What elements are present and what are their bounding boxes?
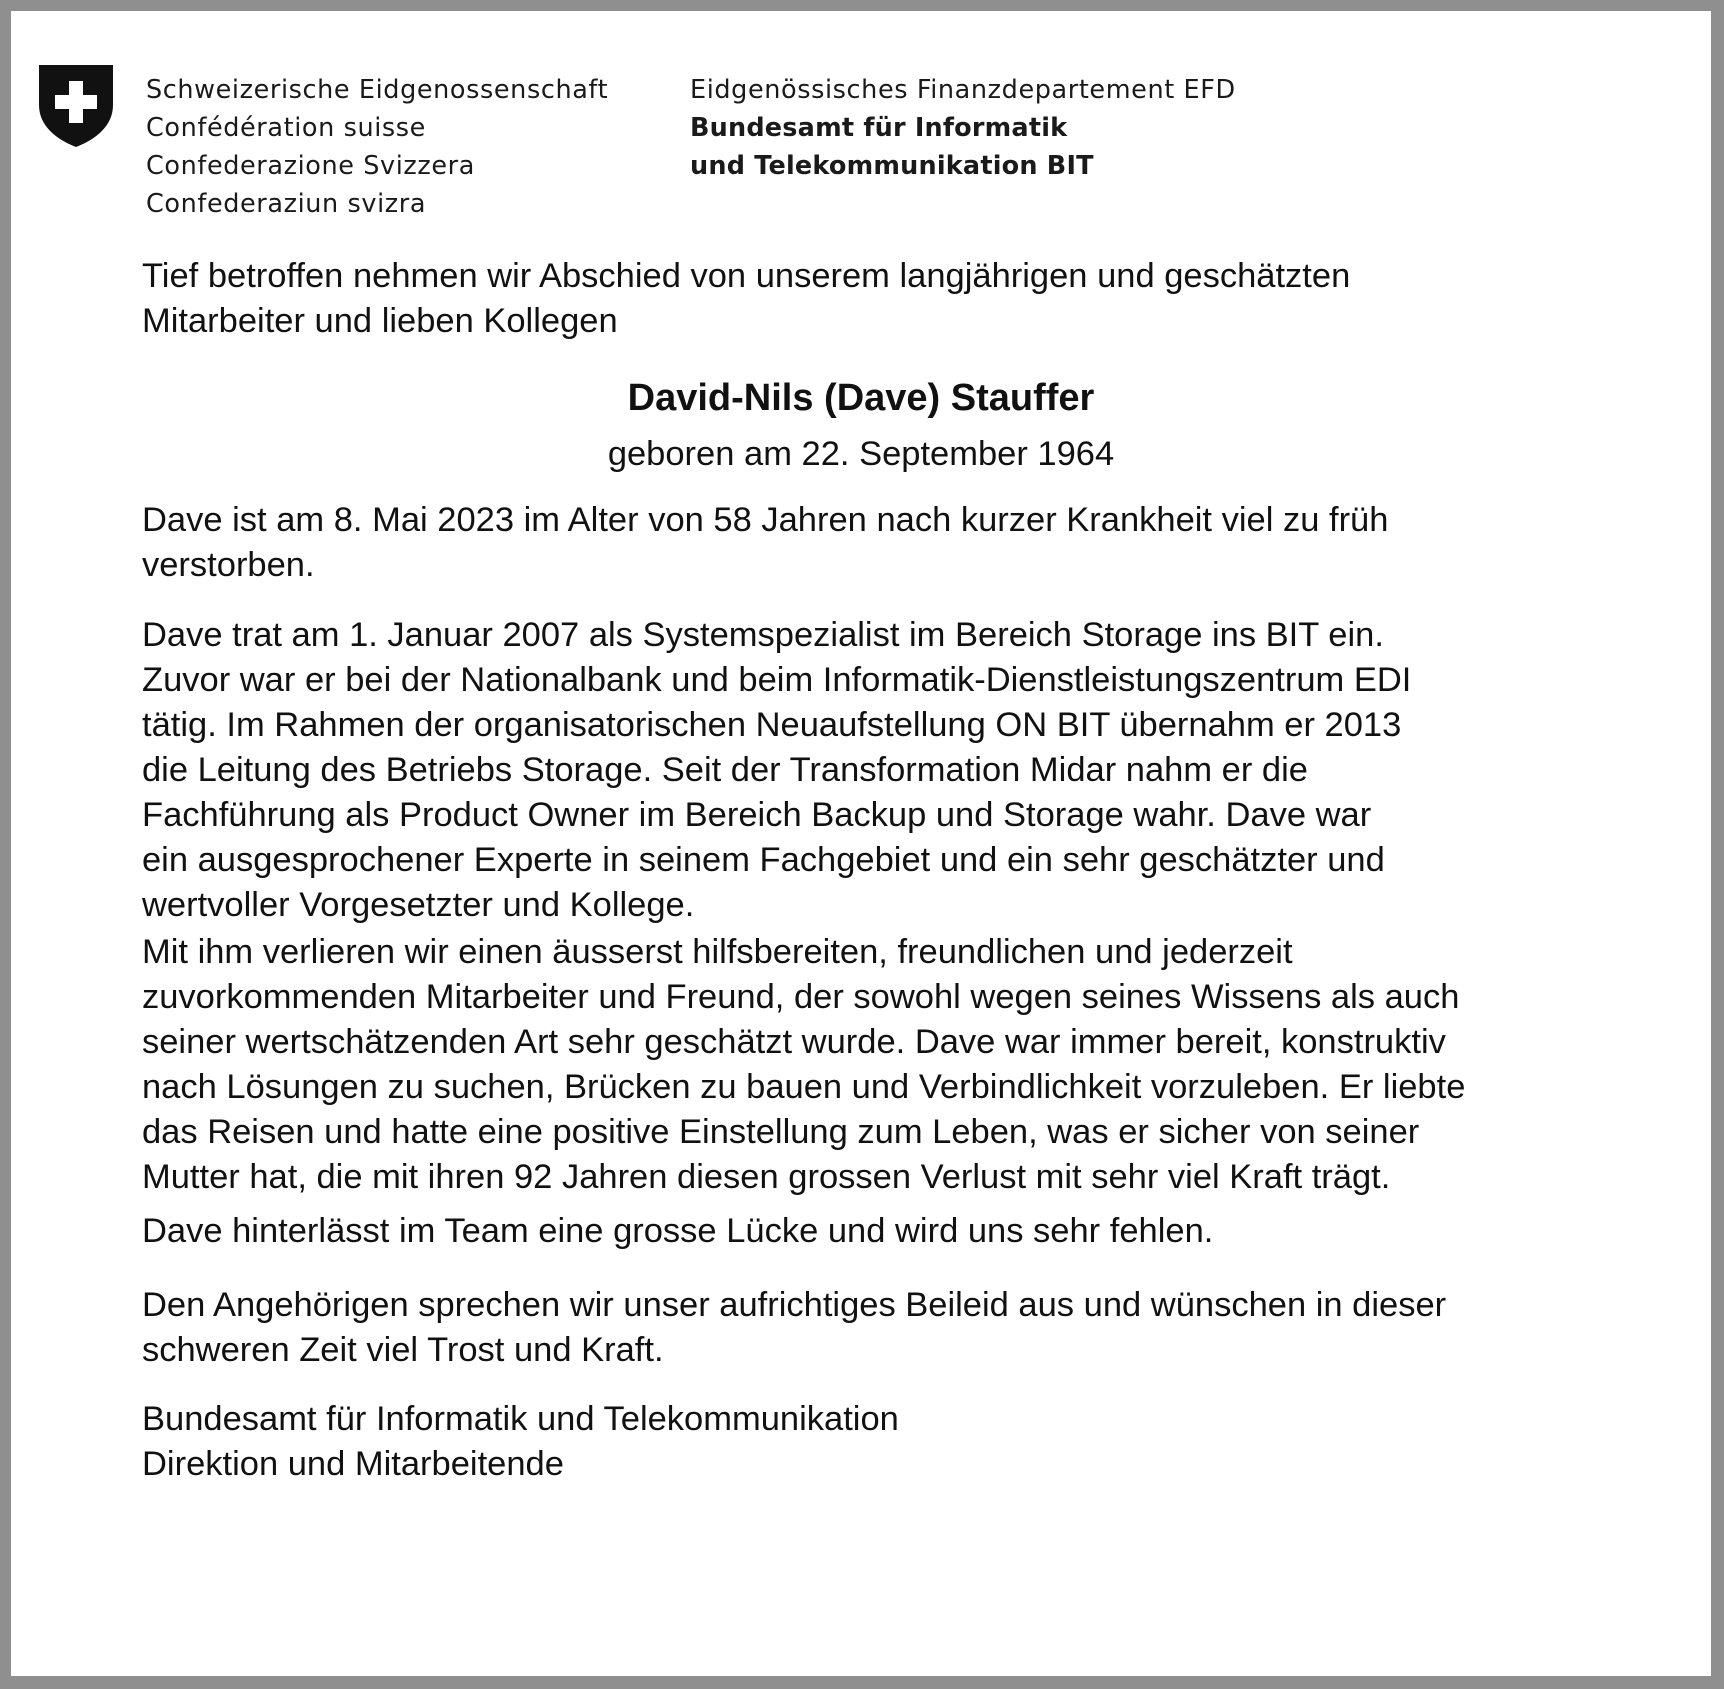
paragraph-line: tätig. Im Rahmen der organisatorischen Neuaufstellung ON BIT übernahm er 2013 bbox=[142, 706, 1402, 744]
confederation-name-fr: Confédération suisse bbox=[146, 113, 426, 143]
office-name-line2: und Telekommunikation BIT bbox=[690, 151, 1094, 181]
paragraph-line: Den Angehörigen sprechen wir unser aufrichtiges Beileid aus und wünschen in dieser bbox=[142, 1286, 1447, 1324]
confederation-names bbox=[146, 71, 608, 223]
confederation-name-rm: Confederaziun svizra bbox=[146, 189, 427, 219]
intro-line: Tief betroffen nehmen wir Abschied von unserem langjährigen und geschätzten bbox=[142, 257, 1351, 295]
signature-line: Bundesamt für Informatik und Telekommunikation bbox=[142, 1400, 899, 1438]
condolence-paragraph bbox=[142, 1283, 1602, 1373]
career-paragraph bbox=[142, 613, 1602, 928]
confederation-name-de: Schweizerische Eidgenossenschaft bbox=[146, 75, 609, 105]
paragraph-line: Mutter hat, die mit ihren 92 Jahren diesen grossen Verlust mit sehr viel Kraft trägt. bbox=[142, 1158, 1391, 1196]
swiss-cross-shield-icon bbox=[37, 61, 115, 149]
birth-date: geboren am 22. September 1964 bbox=[607, 435, 1115, 473]
intro-paragraph bbox=[142, 254, 1602, 344]
paragraph-line: ein ausgesprochener Experte in seinem Fachgebiet und ein sehr geschätzter und bbox=[142, 841, 1385, 879]
team-paragraph bbox=[142, 1209, 1602, 1254]
letterhead bbox=[11, 11, 1711, 241]
paragraph-line: Zuvor war er bei der Nationalbank und beim Informatik-Dienstleistungszentrum EDI bbox=[142, 661, 1412, 699]
paragraph-line: nach Lösungen zu suchen, Brücken zu bauen und Verbindlichkeit vorzuleben. Er liebte bbox=[142, 1068, 1466, 1106]
character-paragraph bbox=[142, 930, 1602, 1200]
death-paragraph bbox=[142, 498, 1602, 588]
paragraph-line: seiner wertschätzenden Art sehr geschätzt wurde. Dave war immer bereit, konstruktiv bbox=[142, 1023, 1446, 1061]
paragraph-line: Dave hinterlässt im Team eine grosse Lücke und wird uns sehr fehlen. bbox=[142, 1212, 1214, 1250]
paragraph-line: Dave trat am 1. Januar 2007 als Systemspezialist im Bereich Storage ins BIT ein. bbox=[142, 616, 1384, 654]
intro-line: Mitarbeiter und lieben Kollegen bbox=[142, 302, 618, 340]
document-page bbox=[11, 11, 1711, 1676]
paragraph-line: das Reisen und hatte eine positive Einstellung zum Leben, was er sicher von seiner bbox=[142, 1113, 1420, 1151]
deceased-name: David-Nils (Dave) Stauffer bbox=[627, 377, 1095, 419]
confederation-name-it: Confederazione Svizzera bbox=[146, 151, 475, 181]
paragraph-line: schweren Zeit viel Trost und Kraft. bbox=[142, 1331, 664, 1369]
signature-block bbox=[142, 1397, 1602, 1487]
office-name-line1: Bundesamt für Informatik bbox=[690, 113, 1068, 143]
paragraph-line: Mit ihm verlieren wir einen äusserst hilfsbereiten, freundlichen und jederzeit bbox=[142, 933, 1293, 971]
paragraph-line: Dave ist am 8. Mai 2023 im Alter von 58 Jahren nach kurzer Krankheit viel zu früh bbox=[142, 501, 1389, 539]
department-name: Eidgenössisches Finanzdepartement EFD bbox=[690, 75, 1236, 105]
paragraph-line: Fachführung als Product Owner im Bereich Backup und Storage wahr. Dave war bbox=[142, 796, 1372, 834]
paragraph-line: die Leitung des Betriebs Storage. Seit der Transformation Midar nahm er die bbox=[142, 751, 1308, 789]
paragraph-line: verstorben. bbox=[142, 546, 315, 584]
department-block bbox=[690, 71, 1236, 185]
paragraph-line: wertvoller Vorgesetzter und Kollege. bbox=[142, 886, 695, 924]
signature-line: Direktion und Mitarbeitende bbox=[142, 1445, 564, 1483]
paragraph-line: zuvorkommenden Mitarbeiter und Freund, der sowohl wegen seines Wissens als auch bbox=[142, 978, 1460, 1016]
